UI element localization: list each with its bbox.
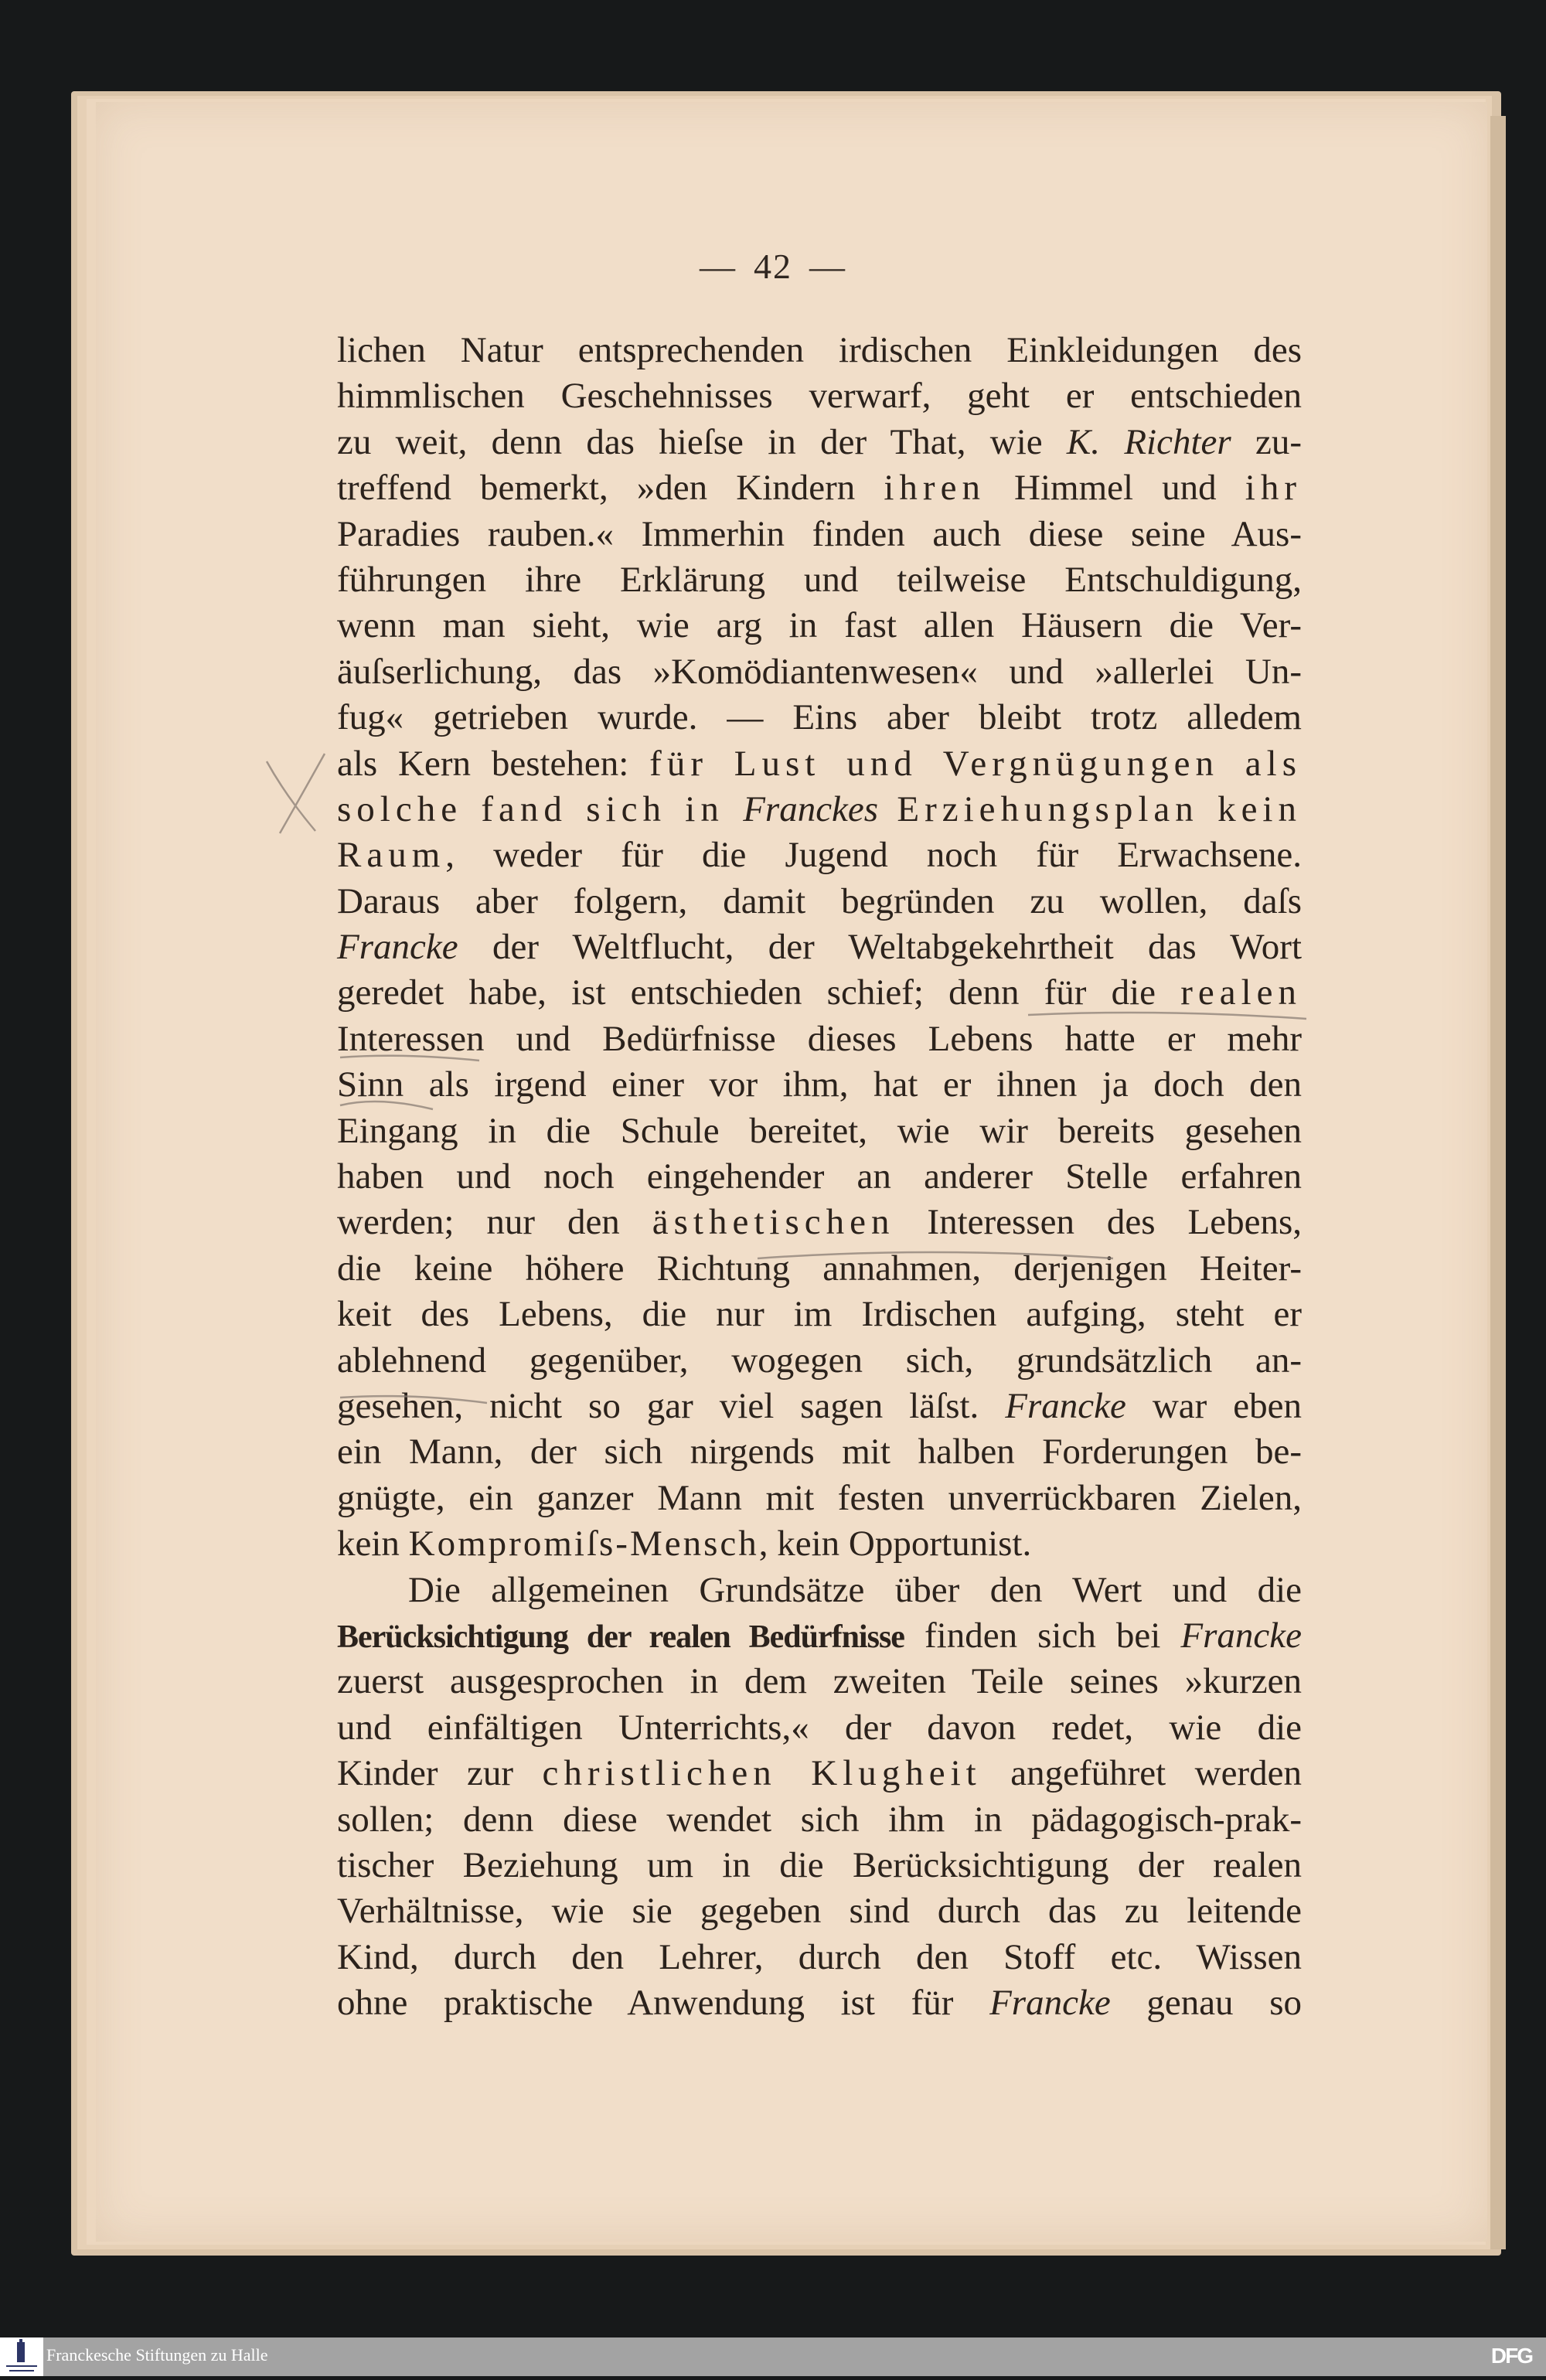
text-run: finden sich bei: [904, 1615, 1181, 1656]
text-run: Interessen des Lebens,: [894, 1202, 1302, 1243]
text-run: war eben: [1125, 1385, 1302, 1426]
text-line: [337, 1843, 1302, 1888]
spaced-text: Erziehungsplan kein: [878, 788, 1302, 829]
text-line: [337, 1888, 1302, 1934]
text-run: und einfältigen Unterrichts,« der davon redet, wie die: [337, 1707, 1302, 1748]
spaced-text: ihr: [1245, 468, 1302, 509]
text-run: Paradies rauben.« Immerhin finden auch diese seine Aus-: [337, 513, 1302, 554]
text-line: [337, 465, 1302, 511]
text-line: [337, 328, 1302, 373]
spaced-text: realen: [1180, 972, 1302, 1013]
text-run: zuerst ausgesprochen in dem zweiten Teile seines »kurzen: [337, 1661, 1302, 1702]
text-line: [337, 603, 1302, 649]
page-number: [0, 246, 1546, 287]
text-run: gesehen, nicht so gar viel sagen läſst.: [337, 1385, 1006, 1426]
footer-bar: [0, 2337, 1546, 2376]
text-run: himmlischen Geschehnisses verwarf, geht er entschieden: [337, 376, 1302, 417]
spaced-text: Raum: [337, 835, 446, 876]
page-number-dash: —: [700, 247, 737, 286]
text-run: zu weit, denn das hieſse in der That, wie: [337, 421, 1067, 462]
text-run: ohne praktische Anwendung ist für: [337, 1983, 990, 2024]
text-line: [337, 970, 1302, 1016]
italic-text: Francke: [1005, 1385, 1126, 1426]
text-line: [337, 1108, 1302, 1154]
text-line: [337, 1246, 1302, 1292]
text-run: der Weltflucht, der Weltabgekehrtheit das Wort: [458, 927, 1302, 968]
text-line: [337, 1751, 1302, 1796]
text-line: [337, 1935, 1302, 1980]
text-run: ein Mann, der sich nirgends mit halben Forderungen be-: [337, 1432, 1302, 1473]
italic-text: Franckes: [743, 788, 879, 829]
text-run: gnügte, ein ganzer Mann mit festen unverrückbaren Zielen,: [337, 1477, 1302, 1518]
body-text: [337, 328, 1302, 2026]
text-run: kein: [337, 1524, 409, 1565]
text-line: [337, 787, 1302, 832]
text-line: [337, 1062, 1302, 1108]
spaced-text: für Lust und Vergnügungen als: [649, 743, 1302, 784]
text-run: Kind, durch den Lehrer, durch den Stoff etc. Wissen: [337, 1936, 1302, 1977]
text-run: treffend bemerkt, »den Kindern: [337, 468, 884, 509]
text-run: wenn man sieht, wie arg in fast allen Häusern die Ver-: [337, 605, 1302, 646]
text-run: werden; nur den: [337, 1202, 652, 1243]
spaced-text: ihren: [884, 468, 986, 509]
text-run: als Kern bestehen:: [337, 743, 650, 784]
institution-name: Franckesche Stiftungen zu Halle: [46, 2345, 268, 2365]
italic-text: Francke: [989, 1983, 1111, 2024]
text-line: [337, 1200, 1302, 1245]
text-line: [337, 1705, 1302, 1751]
text-run: äuſserlichung, das »Komödiantenwesen« und »allerlei Un-: [337, 651, 1302, 692]
spaced-text: ästhetischen: [652, 1202, 895, 1243]
text-line: [337, 512, 1302, 557]
text-line: [337, 1613, 1302, 1659]
text-line: [337, 557, 1302, 603]
text-line: [337, 1797, 1302, 1843]
text-run: zu-: [1231, 421, 1302, 462]
text-line: [337, 1016, 1302, 1062]
facing-page-edge: [1490, 116, 1506, 2249]
text-run: tischer Beziehung um in die Berücksichtigung der realen: [337, 1844, 1302, 1885]
text-run: lichen Natur entsprechenden irdischen Einkleidungen des: [337, 330, 1302, 370]
text-run: Kinder zur: [337, 1753, 543, 1794]
text-line: [337, 1980, 1302, 2026]
spaced-text: Kompromiſs-Mensch: [408, 1524, 759, 1565]
text-line: [337, 832, 1302, 878]
text-line: [337, 373, 1302, 419]
text-line: [337, 1154, 1302, 1200]
text-run: fug« getrieben wurde. — Eins aber bleibt trotz alledem: [337, 697, 1302, 738]
italic-text: Francke: [337, 927, 458, 968]
italic-text: K. Richter: [1066, 421, 1231, 462]
text-run: führungen ihre Erklärung und teilweise Entschuldigung,: [337, 559, 1302, 600]
bold-text: Berücksichtigung der realen Bedürfnisse: [337, 1619, 904, 1655]
text-line: [337, 1338, 1302, 1384]
text-run: Interessen und Bedürfnisse dieses Lebens hatte er mehr: [337, 1018, 1302, 1059]
text-line: [337, 1521, 1302, 1567]
text-line: [337, 741, 1302, 787]
spaced-text: solche fand sich in: [337, 788, 744, 829]
text-run: die keine höhere Richtung annahmen, derjenigen Heiter-: [337, 1248, 1302, 1289]
text-run: genau so: [1110, 1983, 1302, 2024]
spaced-text: christlichen Klugheit: [542, 1753, 982, 1794]
text-run: Eingang in die Schule bereitet, wie wir bereits gesehen: [337, 1110, 1302, 1151]
text-line: [337, 1659, 1302, 1704]
dfg-logo: DFG: [1490, 2344, 1532, 2368]
text-line: [337, 924, 1302, 970]
text-line: [337, 1384, 1302, 1429]
text-line: [337, 695, 1302, 741]
text-run: , kein Opportunist.: [758, 1524, 1032, 1565]
institution-logo: [0, 2337, 43, 2376]
text-run: Die allgemeinen Grundsätze über den Wert und die: [408, 1569, 1302, 1610]
text-run: keit des Lebens, die nur im Irdischen aufging, steht er: [337, 1294, 1302, 1335]
text-line: [337, 879, 1302, 924]
text-line: [337, 1476, 1302, 1521]
text-line: [337, 1292, 1302, 1337]
text-run: angeführet werden: [981, 1753, 1302, 1794]
text-run: Sinn als irgend einer vor ihm, hat er ihnen ja doch den: [337, 1064, 1302, 1105]
text-run: Verhältnisse, wie sie gegeben sind durch das zu leitende: [337, 1891, 1302, 1932]
page-number-value: 42: [754, 247, 792, 286]
page-number-dash: —: [809, 247, 846, 286]
text-run: Himmel und: [985, 468, 1245, 509]
text-line: [337, 1568, 1302, 1613]
text-line: [337, 649, 1302, 695]
text-run: haben und noch eingehender an anderer Stelle erfahren: [337, 1156, 1302, 1197]
text-run: sollen; denn diese wendet sich ihm in pädagogisch-prak-: [337, 1799, 1302, 1840]
italic-text: Francke: [1180, 1615, 1302, 1656]
text-run: ablehnend gegenüber, wogegen sich, grundsätzlich an-: [337, 1340, 1302, 1381]
text-line: [337, 1429, 1302, 1475]
text-run: Daraus aber folgern, damit begründen zu wollen, daſs: [337, 880, 1302, 921]
text-line: [337, 420, 1302, 465]
text-run: geredet habe, ist entschieden schief; denn für die: [337, 972, 1181, 1013]
text-run: , weder für die Jugend noch für Erwachsene.: [445, 835, 1302, 876]
